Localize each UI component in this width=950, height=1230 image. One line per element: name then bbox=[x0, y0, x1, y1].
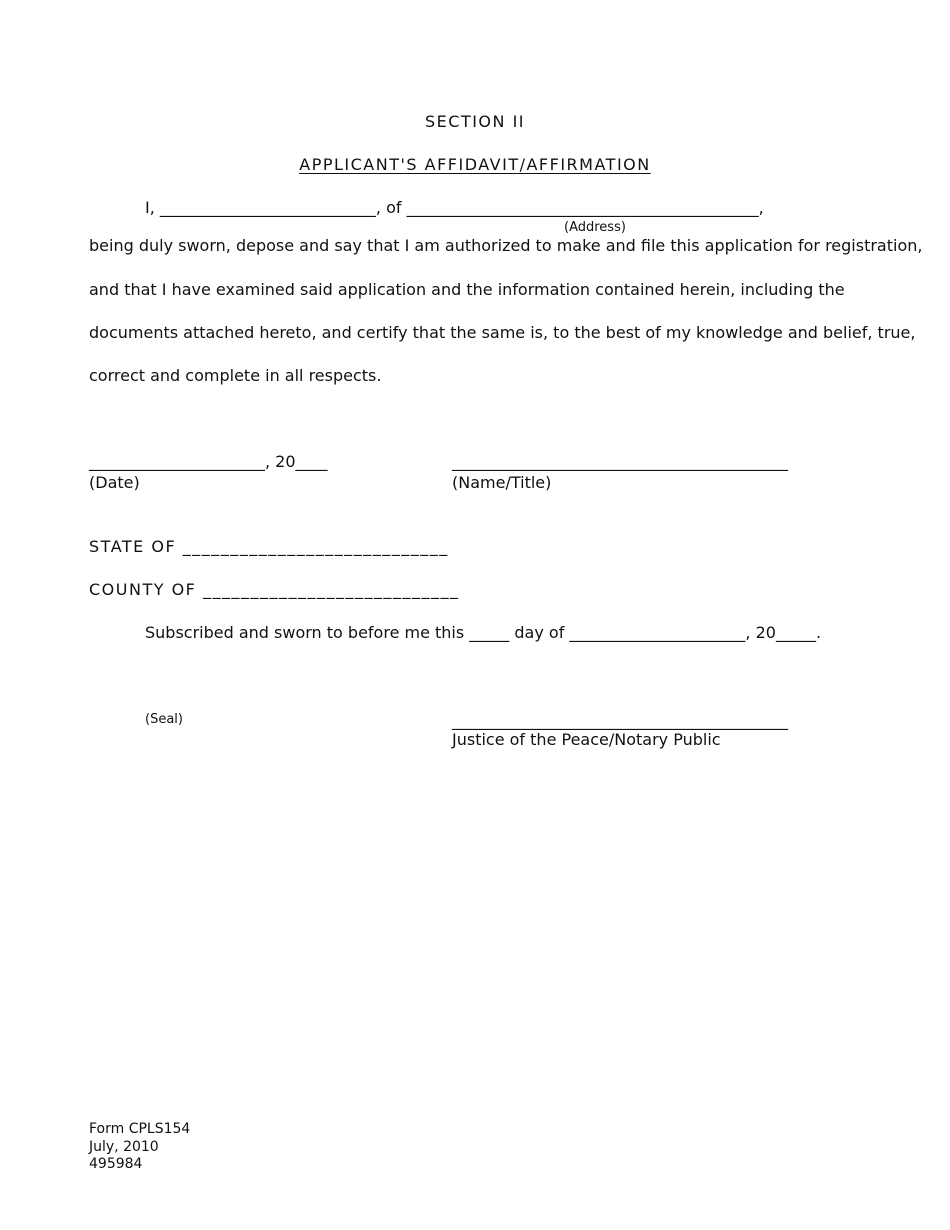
paragraph-line-1: being duly sworn, depose and say that I am authorized to make and file this application for registration, bbox=[89, 236, 923, 255]
paragraph-line-3: documents attached hereto, and certify that the same is, to the best of my knowledge and belief, true, bbox=[89, 323, 916, 342]
footer-date: July, 2010 bbox=[89, 1139, 159, 1155]
paragraph-line-4: correct and complete in all respects. bbox=[89, 366, 382, 385]
county-field[interactable]: COUNTY OF ___________________________ bbox=[89, 580, 460, 599]
notary-signature-field[interactable]: __________________________________________ bbox=[452, 711, 788, 730]
section-heading: SECTION II bbox=[424, 112, 525, 131]
affidavit-title-text: APPLICANT'S AFFIDAVIT/AFFIRMATION bbox=[299, 155, 651, 174]
name-title-field[interactable]: __________________________________________ bbox=[452, 452, 788, 471]
name-title-caption: (Name/Title) bbox=[452, 473, 552, 492]
notary-caption: Justice of the Peace/Notary Public bbox=[452, 730, 721, 749]
address-caption: (Address) bbox=[564, 220, 626, 235]
date-field[interactable]: ______________________, 20____ bbox=[89, 452, 328, 471]
seal-caption: (Seal) bbox=[145, 712, 183, 727]
subscribed-line[interactable]: Subscribed and sworn to before me this _____ day of ______________________, 20_____. bbox=[145, 623, 822, 642]
footer-number: 495984 bbox=[89, 1156, 143, 1172]
footer-form-id: Form CPLS154 bbox=[89, 1121, 191, 1137]
affidavit-title bbox=[0, 157, 950, 173]
state-field[interactable]: STATE OF ____________________________ bbox=[89, 537, 449, 556]
paragraph-line-2: and that I have examined said application and the information contained herein, including the bbox=[89, 280, 845, 299]
date-caption: (Date) bbox=[89, 473, 140, 492]
intro-line: I, ___________________________, of ____________________________________________, bbox=[145, 198, 764, 217]
